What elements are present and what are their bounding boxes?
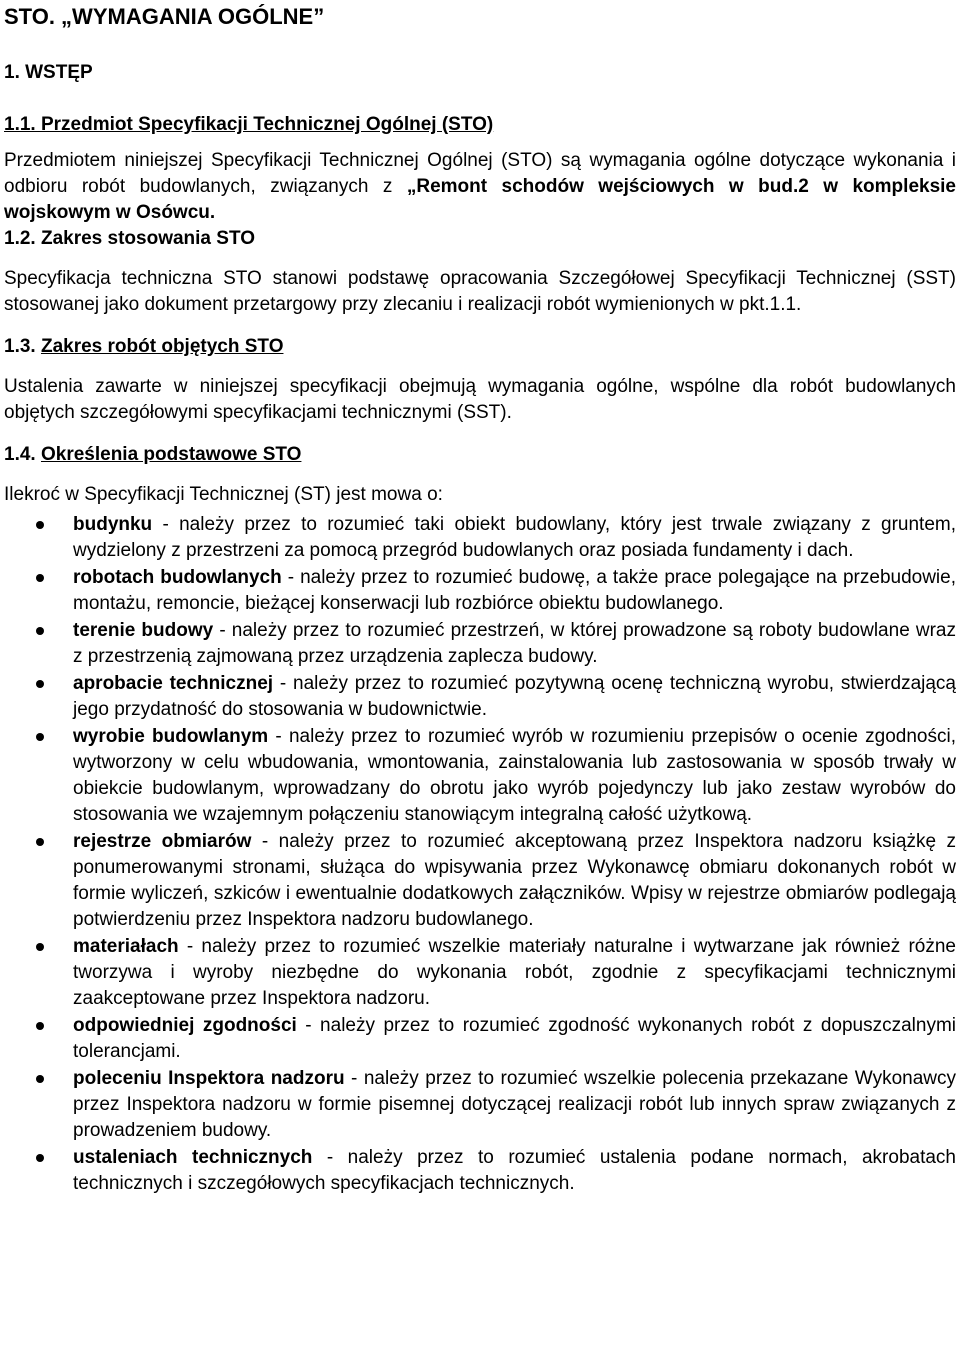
definition-term: materiałach <box>73 936 179 957</box>
subsection-1-1-text-plain: Przedmiotem niniejszej Specyfikacji Technicznej Ogólnej (STO) są wymagania ogólne dotyczące wykonania i odbioru robót budowlanych, związanych z <box>4 150 956 197</box>
bullet-icon <box>36 574 44 582</box>
definition-text: - należy przez to rozumieć taki obiekt budowlany, który jest trwale związany z gruntem, wydzielony z przestrzeni za pomocą przegród budowlanych oraz posiada fundamenty i dach. <box>73 514 956 561</box>
definition-term: ustaleniach technicznych <box>73 1147 313 1168</box>
subsection-1-2-text: Specyfikacja techniczna STO stanowi podstawę opracowania Szczegółowej Specyfikacji Technicznej (SST) stosowanej jako dokument przetargowy przy zlecaniu i realizacji robót wymienionych w pkt.1.1. <box>4 268 956 315</box>
bullet-icon <box>36 1075 44 1083</box>
subsection-1-2-title: Zakres stosowania STO <box>40 228 255 249</box>
definition-term: wyrobie budowlanym <box>73 726 269 747</box>
subsection-1-4-intro: Ilekroć w Specyfikacji Technicznej (ST) jest mowa o: <box>4 484 443 505</box>
subsection-1-1-text <box>4 148 956 226</box>
subsection-1-1-text-project: „Remont schodów wejściowych w bud.2 w kompleksie wojskowym w Osówcu. <box>4 176 956 223</box>
subsection-1-4-title: Określenia podstawowe STO <box>40 444 302 465</box>
list-item <box>4 618 956 670</box>
subsection-heading-1-2 <box>4 226 956 252</box>
document-title: STO. „WYMAGANIA OGÓLNE” <box>4 4 325 29</box>
definition-text: - należy przez to rozumieć pozytywną ocenę techniczną wyrobu, stwierdzającą jego przydatność do stosowania w budownictwie. <box>73 673 956 720</box>
definition-term: rejestrze obmiarów <box>73 831 252 852</box>
subsection-heading-1-4 <box>4 442 956 468</box>
subsection-1-2-number: 1.2. <box>4 228 36 249</box>
subsection-1-3-text: Ustalenia zawarte w niniejszej specyfikacji obejmują wymagania ogólne, wspólne dla robót budowlanych objętych szczegółowymi specyfikacjami technicznymi (SST). <box>4 376 956 423</box>
list-item <box>4 1013 956 1065</box>
bullet-icon <box>36 943 44 951</box>
definition-text: - należy przez to rozumieć budowę, a także prace polegające na przebudowie, montażu, remoncie, bieżącej konserwacji lub rozbiórce obiektu budowlanego. <box>73 567 956 614</box>
subsection-1-4-number: 1.4. <box>4 444 36 465</box>
bullet-icon <box>36 1022 44 1030</box>
list-item <box>4 934 956 1012</box>
bullet-icon <box>36 627 44 635</box>
definition-term: robotach budowlanych <box>73 567 282 588</box>
definition-text: - należy przez to rozumieć ustalenia podane normach, akrobatach technicznych i szczegółowych specyfikacjach technicznych. <box>73 1147 956 1194</box>
subsection-heading-1-3 <box>4 334 956 360</box>
bullet-icon <box>36 521 44 529</box>
bullet-icon <box>36 733 44 741</box>
list-item <box>4 829 956 933</box>
section-heading-intro: 1. WSTĘP <box>4 62 93 83</box>
definition-text: - należy przez to rozumieć wszelkie polecenia przekazane Wykonawcy przez Inspektora nadzoru w formie pisemnej dotyczącej realizacji robót lub innych spraw związanych z prowadzeniem budowy. <box>73 1068 956 1141</box>
subsection-heading-1-1: 1.1. Przedmiot Specyfikacji Technicznej Ogólnej (STO) <box>4 114 494 135</box>
bullet-icon <box>36 1154 44 1162</box>
definition-text: - należy przez to rozumieć przestrzeń, w której prowadzone są roboty budowlane wraz z przestrzenią zajmowaną przez urządzenia zaplecza budowy. <box>73 620 956 667</box>
list-item <box>4 1145 956 1197</box>
bullet-icon <box>36 680 44 688</box>
definition-term: poleceniu Inspektora nadzoru <box>73 1068 345 1089</box>
definition-term: terenie budowy <box>73 620 214 641</box>
bullet-icon <box>36 838 44 846</box>
list-item <box>4 724 956 828</box>
subsection-1-3-number: 1.3. <box>4 336 36 357</box>
subsection-1-3-title: Zakres robót objętych STO <box>40 336 284 357</box>
definition-term: odpowiedniej zgodności <box>73 1015 297 1036</box>
definition-text: - należy przez to rozumieć wyrób w rozumieniu przepisów o ocenie zgodności, wytworzony w celu wbudowania, wmontowania, zainstalowania lub zastosowania w sposób trwały w obiekcie budowlanym, wprowadzany do obrotu jako wyrób pojedynczy lub jako zestaw wyrobów do stosowania we wzajemnym połączeniu stanowiącym integralną całość użytkową. <box>73 726 956 825</box>
definition-text: - należy przez to rozumieć zgodność wykonanych robót z dopuszczalnymi tolerancjami. <box>73 1015 956 1062</box>
list-item <box>4 671 956 723</box>
list-item <box>4 565 956 617</box>
definition-text: - należy przez to rozumieć akceptowaną przez Inspektora nadzoru książkę z ponumerowanymi stronami, służąca do wpisywania przez Wykonawcę obmiaru dokonanych robót w formie wyliczeń, szkiców i ewentualnie dodatkowych załączników. Wpisy w rejestrze obmiarów podlegają potwierdzeniu przez Inspektora nadzoru budowlanego. <box>73 831 957 930</box>
definition-text: - należy przez to rozumieć wszelkie materiały naturalne i wytwarzane jak również różne tworzywa i wyroby niezbędne do wykonania robót, zgodnie z specyfikacjami technicznymi zaakceptowane przez Inspektora nadzoru. <box>73 936 956 1009</box>
list-item <box>4 512 956 564</box>
definition-term: budynku <box>73 514 153 535</box>
definition-term: aprobacie technicznej <box>73 673 274 694</box>
list-item <box>4 1066 956 1144</box>
definitions-list <box>4 512 956 1197</box>
